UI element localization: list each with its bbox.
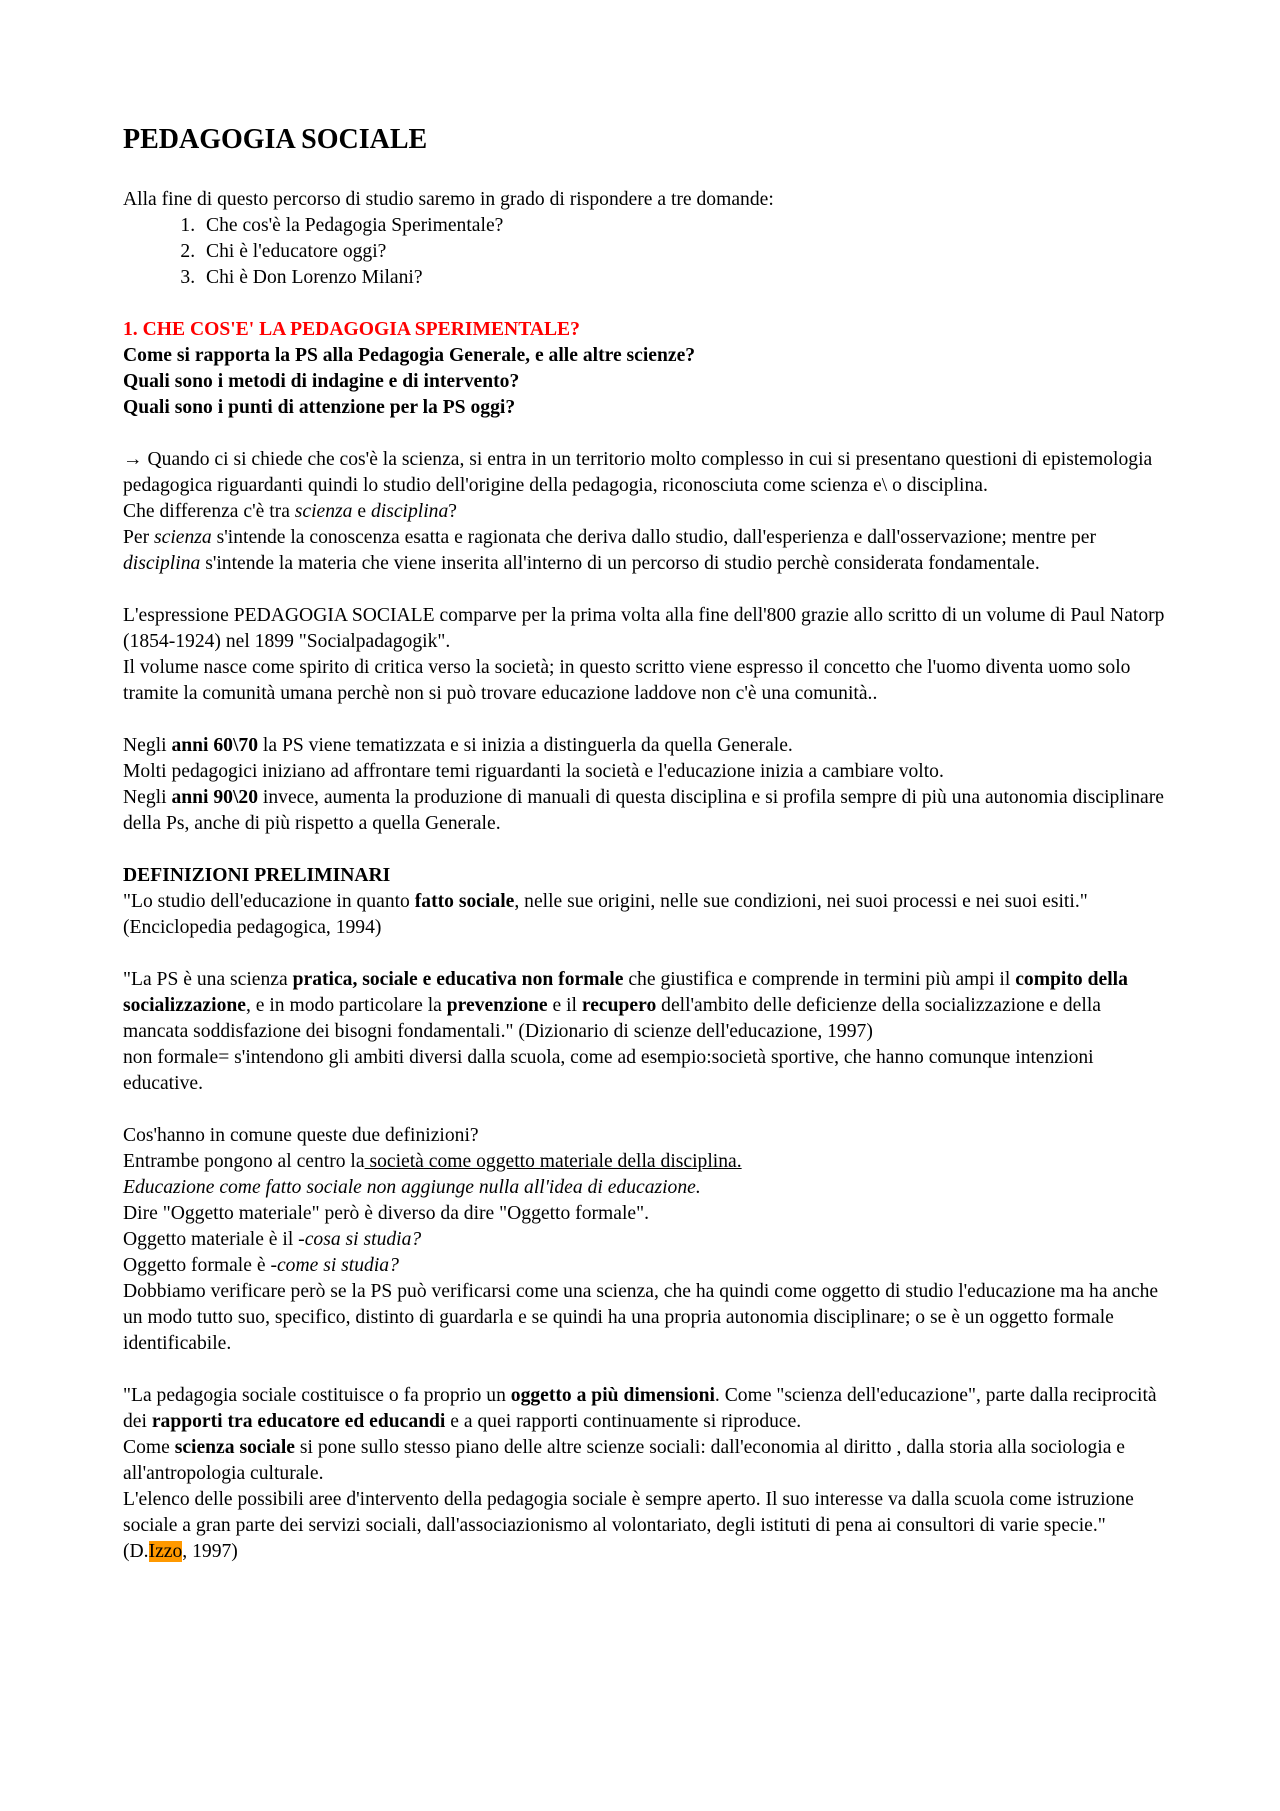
paragraph: Cos'hanno in comune queste due definizioni? <box>123 1125 479 1146</box>
paragraph: Educazione come fatto sociale non aggiunge nulla all'idea di educazione. <box>123 1177 701 1198</box>
paragraph: Molti pedagogici iniziano ad affrontare temi riguardanti la società e l'educazione inizia a cambiare volto. <box>123 761 944 782</box>
document-body <box>123 123 1168 1565</box>
list-item: 2. Chi è l'educatore oggi? <box>200 239 1168 265</box>
paragraph: Negli anni 60\70 la PS viene tematizzata e si inizia a distinguerla da quella Generale. <box>123 735 793 756</box>
paragraph: → Quando ci si chiede che cos'è la scienza, si entra in un territorio molto complesso in cui si presentano questioni di epistemologia pedagogica riguardanti quindi lo studio dell'origine della pedagogia, riconosciuta come scienza e\ o disciplina. <box>123 449 1153 496</box>
subquestion: Quali sono i metodi di indagine e di intervento? <box>123 371 520 392</box>
paragraph: Per scienza s'intende la conoscenza esatta e ragionata che deriva dallo studio, dall'esperienza e dall'osservazione; mentre per disciplina s'intende la materia che viene inserita all'interno di un percorso di studio perchè considerata fondamentale. <box>123 527 1097 574</box>
intro-question-list <box>123 213 1168 291</box>
list-item: 3. Chi è Don Lorenzo Milani? <box>200 265 1168 291</box>
list-item: 1. Che cos'è la Pedagogia Sperimentale? <box>200 213 1168 239</box>
paragraph: "La pedagogia sociale costituisce o fa proprio un oggetto a più dimensioni. Come "scienza dell'educazione", parte dalla reciprocità dei rapporti tra educatore ed educandi e a quei rapporti continuamente si riproduce. <box>123 1385 1157 1432</box>
paragraph: Oggetto materiale è il -cosa si studia? <box>123 1229 422 1250</box>
highlighted-word: Izzo <box>148 1541 183 1562</box>
page-title: PEDAGOGIA SOCIALE <box>123 124 428 155</box>
intro-lead: Alla fine di questo percorso di studio saremo in grado di rispondere a tre domande: <box>123 189 774 210</box>
paragraph: Negli anni 90\20 invece, aumenta la produzione di manuali di questa disciplina e si profila sempre di più una autonomia disciplinare della Ps, anche di più rispetto a quella Generale. <box>123 787 1164 834</box>
subquestion: Come si rapporta la PS alla Pedagogia Generale, e alle altre scienze? <box>123 345 696 366</box>
section-heading: DEFINIZIONI PRELIMINARI <box>123 865 391 886</box>
paragraph: Oggetto formale è -come si studia? <box>123 1255 399 1276</box>
paragraph: non formale= s'intendono gli ambiti diversi dalla scuola, come ad esempio:società sportive, che hanno comunque intenzioni educative. <box>123 1047 1094 1094</box>
paragraph: L'elenco delle possibili aree d'intervento della pedagogia sociale è sempre aperto. Il suo interesse va dalla scuola come istruzione sociale a gran parte dei servizi sociali, dall'associazionismo al volontariato, degli istituti di pena ai consultori di varie specie." (D.Izzo, 1997) <box>123 1489 1134 1562</box>
section-heading: 1. CHE COS'E' LA PEDAGOGIA SPERIMENTALE? <box>123 319 580 340</box>
paragraph: "Lo studio dell'educazione in quanto fatto sociale, nelle sue origini, nelle sue condizioni, nei suoi processi e nei suoi esiti." (Enciclopedia pedagogica, 1994) <box>123 891 1088 938</box>
subquestion: Quali sono i punti di attenzione per la PS oggi? <box>123 397 516 418</box>
paragraph: L'espressione PEDAGOGIA SOCIALE comparve per la prima volta alla fine dell'800 grazie allo scritto di un volume di Paul Natorp (1854-1924) nel 1899 "Socialpadagogik". <box>123 605 1165 652</box>
paragraph: Entrambe pongono al centro la società come oggetto materiale della disciplina. <box>123 1151 742 1172</box>
paragraph: Dire "Oggetto materiale" però è diverso da dire "Oggetto formale". <box>123 1203 649 1224</box>
paragraph: "La PS è una scienza pratica, sociale e educativa non formale che giustifica e comprende in termini più ampi il compito della socializzazione, e in modo particolare la prevenzione e il recupero dell'ambito delle deficienze della socializzazione e della mancata soddisfazione dei bisogni fondamentali." (Dizionario di scienze dell'educazione, 1997) <box>123 969 1128 1042</box>
paragraph: Dobbiamo verificare però se la PS può verificarsi come una scienza, che ha quindi come oggetto di studio l'educazione ma ha anche un modo tutto suo, specifico, distinto di guardarla e se quindi ha una propria autonomia disciplinare; o se è un oggetto formale identificabile. <box>123 1281 1159 1354</box>
paragraph: Come scienza sociale si pone sullo stesso piano delle altre scienze sociali: dall'economia al diritto , dalla storia alla sociologia e all'antropologia culturale. <box>123 1437 1126 1484</box>
paragraph: Che differenza c'è tra scienza e disciplina? <box>123 501 457 522</box>
paragraph: Il volume nasce come spirito di critica verso la società; in questo scritto viene espresso il concetto che l'uomo diventa uomo solo tramite la comunità umana perchè non si può trovare educazione laddove non c'è una comunità.. <box>123 657 1131 704</box>
